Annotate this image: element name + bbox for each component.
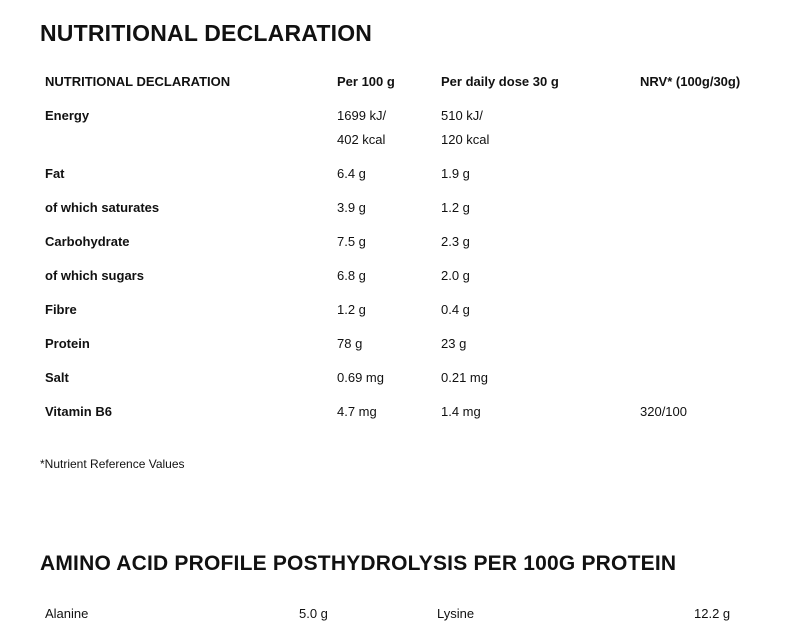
header-declaration: NUTRITIONAL DECLARATION — [45, 74, 231, 89]
row-nrv: 320/100 — [640, 404, 687, 419]
row-per100: 1.2 g — [337, 302, 366, 317]
row-dose: 1.9 g — [441, 166, 470, 181]
header-per-100g: Per 100 g — [337, 74, 395, 89]
row-per100: 3.9 g — [337, 200, 366, 215]
row-dose: 23 g — [441, 336, 467, 351]
row-name: of which sugars — [45, 268, 144, 283]
row-per100: 7.5 g — [337, 234, 366, 249]
row-per100: 6.8 g — [337, 268, 366, 283]
row-energy-name: Energy — [45, 108, 90, 123]
row-name: Fat — [45, 166, 65, 181]
row-name: of which saturates — [45, 200, 160, 215]
row-per100: 6.4 g — [337, 166, 366, 181]
row-per100: 78 g — [337, 336, 363, 351]
row-dose: 0.4 g — [441, 302, 470, 317]
row-name: Carbohydrate — [45, 234, 130, 249]
row-name: Vitamin B6 — [45, 404, 112, 419]
row-dose: 1.4 mg — [441, 404, 481, 419]
page-title: NUTRITIONAL DECLARATION — [40, 20, 373, 46]
amino-name: Lysine — [437, 606, 475, 621]
energy-per100-kcal: 402 kcal — [337, 132, 386, 147]
row-per100: 4.7 mg — [337, 404, 377, 419]
row-name: Fibre — [45, 302, 77, 317]
row-per100: 0.69 mg — [337, 370, 384, 385]
amino-value: 12.2 g — [694, 606, 731, 621]
amino-name: Alanine — [45, 606, 89, 621]
row-dose: 0.21 mg — [441, 370, 488, 385]
amino-section-title: AMINO ACID PROFILE POSTHYDROLYSIS PER 100G PROTEIN — [40, 552, 677, 575]
energy-dose-kj: 510 kJ/ — [441, 108, 483, 123]
row-name: Protein — [45, 336, 90, 351]
row-dose: 2.3 g — [441, 234, 470, 249]
footnote: *Nutrient Reference Values — [40, 457, 185, 471]
row-dose: 1.2 g — [441, 200, 470, 215]
header-nrv: NRV* (100g/30g) — [640, 74, 741, 89]
header-per-daily-dose: Per daily dose 30 g — [441, 74, 559, 89]
amino-value: 5.0 g — [299, 606, 328, 621]
row-name: Salt — [45, 370, 69, 385]
energy-dose-kcal: 120 kcal — [441, 132, 490, 147]
row-dose: 2.0 g — [441, 268, 470, 283]
energy-per100-kj: 1699 kJ/ — [337, 108, 387, 123]
